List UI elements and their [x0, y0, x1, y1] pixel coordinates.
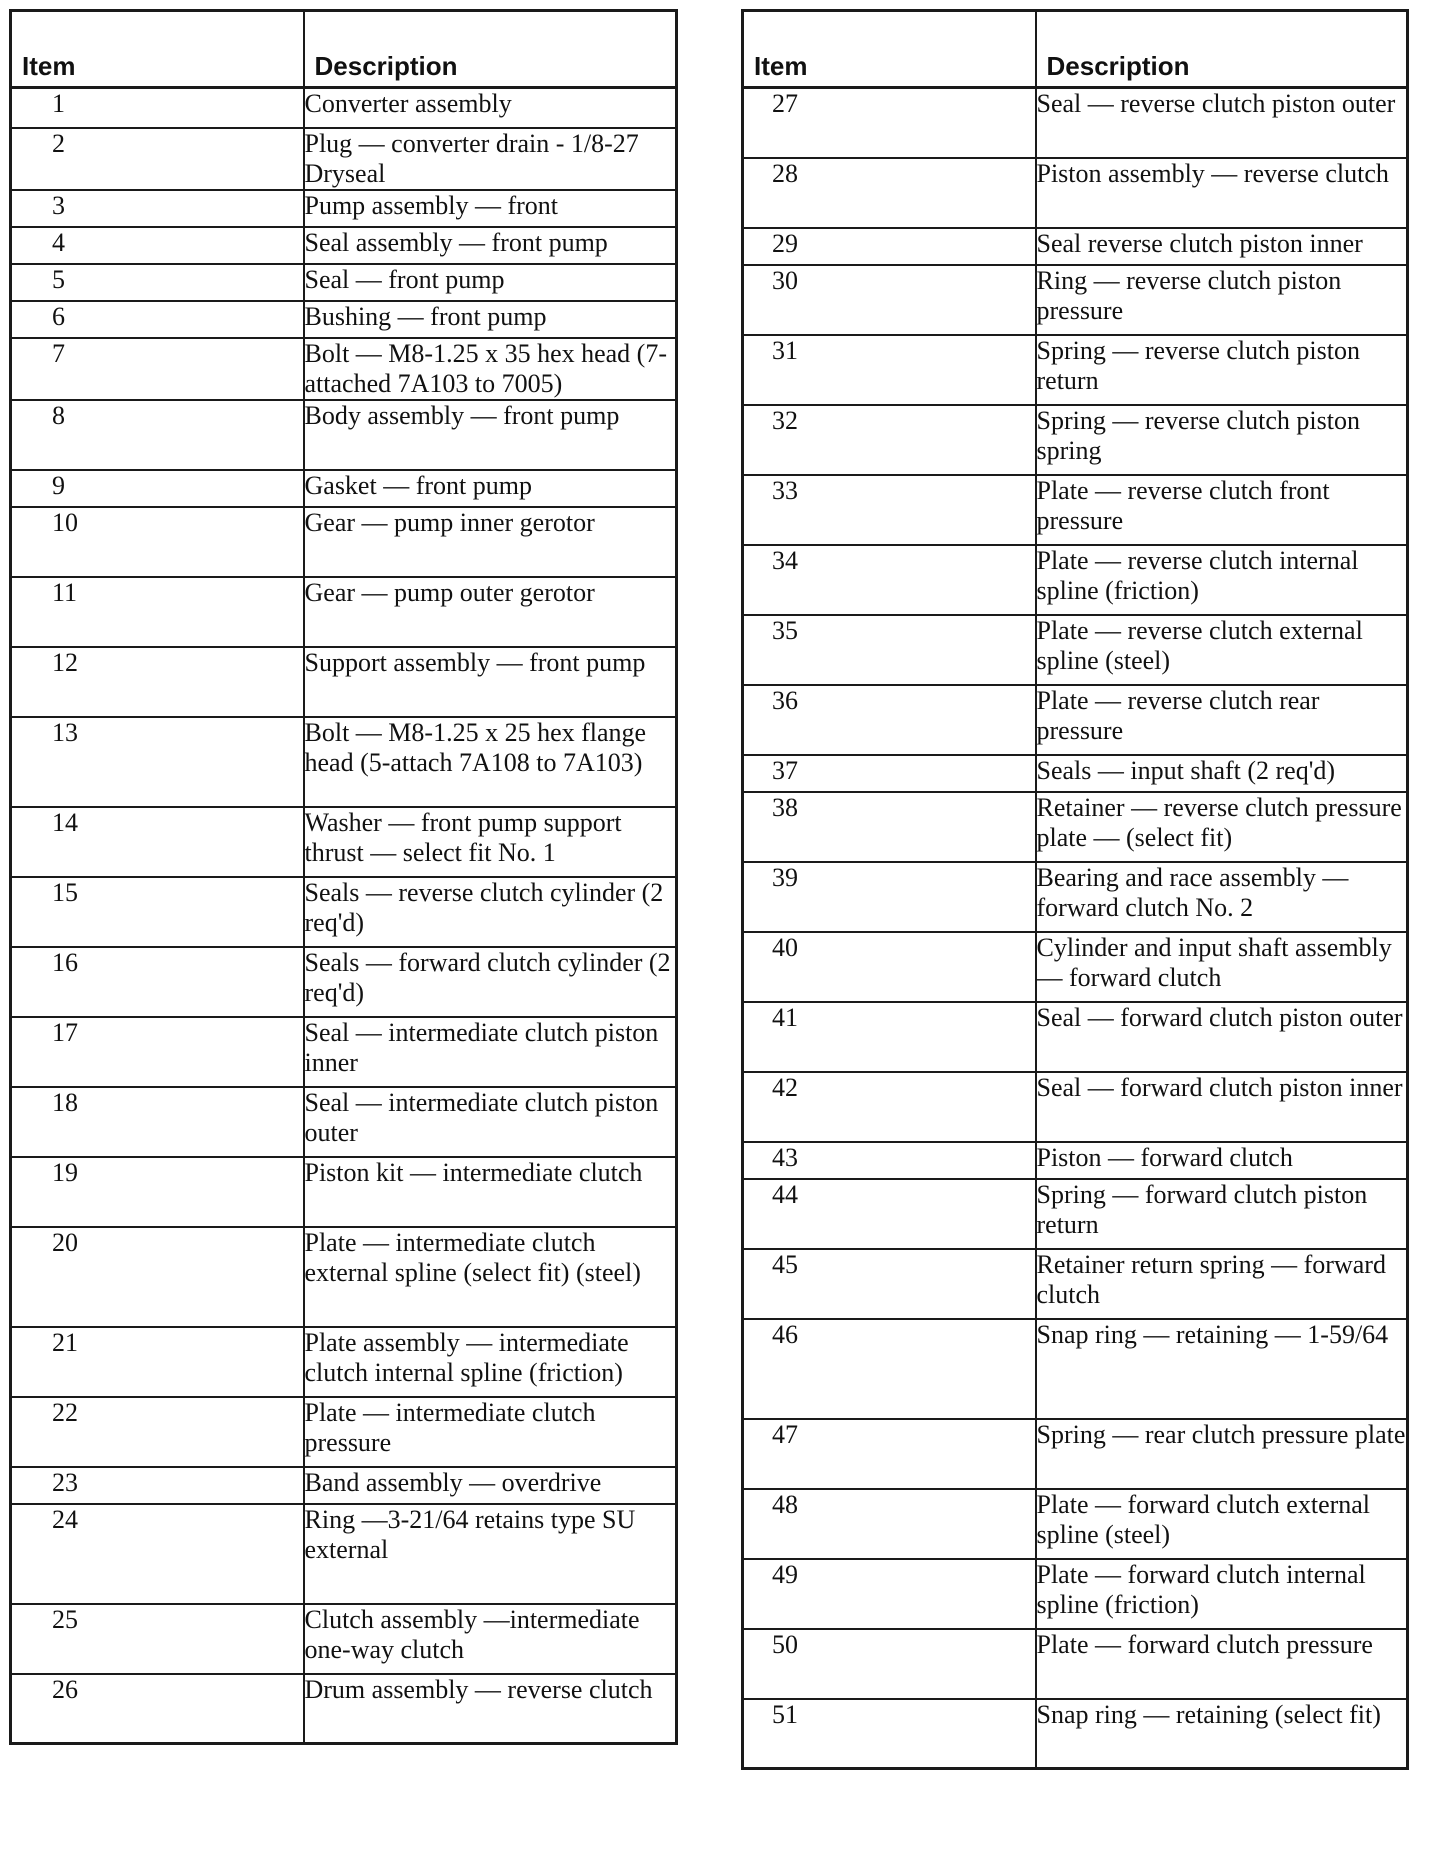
table-row: [743, 1179, 1408, 1249]
item-number: 26: [52, 1674, 78, 1704]
item-cell: [743, 1419, 1036, 1489]
description-cell: Plate — reverse clutch internal spline (friction): [1036, 545, 1408, 615]
item-cell: [743, 1002, 1036, 1072]
description-cell: Band assembly — overdrive: [304, 1467, 677, 1504]
item-cell: [11, 507, 304, 577]
table-row: [743, 1002, 1408, 1072]
description-cell: Gear — pump inner gerotor: [304, 507, 677, 577]
description-cell: Seal reverse clutch piston inner: [1036, 228, 1408, 265]
table-row: [743, 405, 1408, 475]
item-cell: [11, 128, 304, 190]
table-row: [11, 1087, 677, 1157]
item-cell: [11, 227, 304, 264]
item-number: 5: [52, 264, 65, 294]
item-cell: [11, 1504, 304, 1604]
item-cell: [11, 1604, 304, 1674]
description-cell: Gasket — front pump: [304, 470, 677, 507]
item-cell: [11, 88, 304, 128]
description-cell: Washer — front pump support thrust — select fit No. 1: [304, 807, 677, 877]
description-cell: Seal — intermediate clutch piston outer: [304, 1087, 677, 1157]
description-cell: Spring — reverse clutch piston return: [1036, 335, 1408, 405]
description-cell: Cylinder and input shaft assembly — forward clutch: [1036, 932, 1408, 1002]
table-row: [743, 615, 1408, 685]
header-row: [11, 11, 677, 88]
table-row: [11, 947, 677, 1017]
table-row: [11, 338, 677, 400]
item-number: 7: [52, 338, 65, 368]
description-cell: Plate — intermediate clutch external spline (select fit) (steel): [304, 1227, 677, 1327]
item-number: 23: [52, 1467, 78, 1497]
item-number: 25: [52, 1604, 78, 1634]
item-cell: [11, 647, 304, 717]
item-cell: [743, 545, 1036, 615]
description-cell: Spring — forward clutch piston return: [1036, 1179, 1408, 1249]
item-cell: [743, 1629, 1036, 1699]
header-row: [743, 11, 1408, 88]
table-row: [11, 1467, 677, 1504]
description-cell: Drum assembly — reverse clutch: [304, 1674, 677, 1744]
description-cell: Snap ring — retaining (select fit): [1036, 1699, 1408, 1769]
item-number: 4: [52, 227, 65, 257]
item-number: 48: [772, 1489, 798, 1519]
table-row: [11, 128, 677, 190]
item-cell: [11, 301, 304, 338]
item-number: 6: [52, 301, 65, 331]
table-row: [11, 470, 677, 507]
item-number: 14: [52, 807, 78, 837]
item-cell: [743, 475, 1036, 545]
table-row: [743, 1072, 1408, 1142]
description-cell: Piston kit — intermediate clutch: [304, 1157, 677, 1227]
description-cell: Snap ring — retaining — 1-59/64: [1036, 1319, 1408, 1419]
description-cell: Seals — forward clutch cylinder (2 req'd): [304, 947, 677, 1017]
item-number: 50: [772, 1629, 798, 1659]
description-cell: Piston — forward clutch: [1036, 1142, 1408, 1179]
table-row: [11, 647, 677, 717]
item-number: 18: [52, 1087, 78, 1117]
table-row: [11, 1157, 677, 1227]
table-row: [743, 1419, 1408, 1489]
item-cell: [743, 1559, 1036, 1629]
item-cell: [743, 1489, 1036, 1559]
item-number: 46: [772, 1319, 798, 1349]
parts-table-right: [741, 9, 1409, 1770]
table-row: [743, 1142, 1408, 1179]
item-cell: [743, 335, 1036, 405]
table-row: [743, 1489, 1408, 1559]
table-row: [743, 335, 1408, 405]
table-row: [11, 1397, 677, 1467]
item-cell: [11, 947, 304, 1017]
item-cell: [743, 158, 1036, 228]
description-cell: Plate — reverse clutch external spline (steel): [1036, 615, 1408, 685]
item-number: 30: [772, 265, 798, 295]
table-row: [11, 1604, 677, 1674]
item-number: 37: [772, 755, 798, 785]
item-number: 39: [772, 862, 798, 892]
item-cell: [743, 792, 1036, 862]
item-cell: [11, 1397, 304, 1467]
description-cell: Bearing and race assembly — forward clutch No. 2: [1036, 862, 1408, 932]
table-row: [11, 264, 677, 301]
description-cell: Plate — reverse clutch front pressure: [1036, 475, 1408, 545]
description-cell: Retainer — reverse clutch pressure plate — (select fit): [1036, 792, 1408, 862]
description-cell: Body assembly — front pump: [304, 400, 677, 470]
item-cell: [11, 1327, 304, 1397]
item-number: 28: [772, 158, 798, 188]
item-cell: [743, 1699, 1036, 1769]
item-cell: [11, 1157, 304, 1227]
header-description: Description: [1036, 11, 1408, 88]
item-number: 42: [772, 1072, 798, 1102]
item-cell: [743, 1072, 1036, 1142]
table-row: [11, 301, 677, 338]
item-number: 2: [52, 128, 65, 158]
item-number: 49: [772, 1559, 798, 1589]
table-row: [743, 685, 1408, 755]
item-number: 38: [772, 792, 798, 822]
table-row: [11, 717, 677, 807]
item-number: 12: [52, 647, 78, 677]
item-cell: [11, 1017, 304, 1087]
item-number: 32: [772, 405, 798, 435]
item-number: 44: [772, 1179, 798, 1209]
description-cell: Seal — forward clutch piston outer: [1036, 1002, 1408, 1072]
item-number: 21: [52, 1327, 78, 1357]
table-row: [743, 88, 1408, 158]
item-number: 41: [772, 1002, 798, 1032]
header-item: Item: [11, 11, 304, 88]
description-cell: Support assembly — front pump: [304, 647, 677, 717]
description-cell: Plate — forward clutch internal spline (friction): [1036, 1559, 1408, 1629]
table-row: [743, 265, 1408, 335]
description-cell: Seal — reverse clutch piston outer: [1036, 88, 1408, 158]
table-row: [11, 507, 677, 577]
description-cell: Plate — reverse clutch rear pressure: [1036, 685, 1408, 755]
item-cell: [743, 862, 1036, 932]
description-cell: Piston assembly — reverse clutch: [1036, 158, 1408, 228]
table-row: [11, 88, 677, 128]
table-row: [743, 475, 1408, 545]
item-number: 36: [772, 685, 798, 715]
table-row: [743, 228, 1408, 265]
header-item: Item: [743, 11, 1036, 88]
item-cell: [743, 615, 1036, 685]
description-cell: Clutch assembly —intermediate one-way clutch: [304, 1604, 677, 1674]
description-cell: Bushing — front pump: [304, 301, 677, 338]
description-cell: Seals — reverse clutch cylinder (2 req'd): [304, 877, 677, 947]
header-description: Description: [304, 11, 677, 88]
description-cell: Seal — forward clutch piston inner: [1036, 1072, 1408, 1142]
item-number: 33: [772, 475, 798, 505]
item-number: 19: [52, 1157, 78, 1187]
item-number: 35: [772, 615, 798, 645]
description-cell: Spring — reverse clutch piston spring: [1036, 405, 1408, 475]
item-cell: [743, 1179, 1036, 1249]
description-cell: Plate — forward clutch pressure: [1036, 1629, 1408, 1699]
item-cell: [11, 400, 304, 470]
item-cell: [743, 685, 1036, 755]
description-cell: Seal assembly — front pump: [304, 227, 677, 264]
item-cell: [743, 265, 1036, 335]
description-cell: Spring — rear clutch pressure plate: [1036, 1419, 1408, 1489]
item-cell: [743, 932, 1036, 1002]
item-cell: [11, 1467, 304, 1504]
table-row: [743, 1249, 1408, 1319]
table-row: [743, 932, 1408, 1002]
description-cell: Converter assembly: [304, 88, 677, 128]
description-cell: Plate — intermediate clutch pressure: [304, 1397, 677, 1467]
item-cell: [743, 1249, 1036, 1319]
item-cell: [743, 405, 1036, 475]
description-cell: Plug — converter drain - 1/8-27 Dryseal: [304, 128, 677, 190]
item-number: 24: [52, 1504, 78, 1534]
item-number: 20: [52, 1227, 78, 1257]
item-cell: [11, 264, 304, 301]
description-cell: Gear — pump outer gerotor: [304, 577, 677, 647]
item-number: 27: [772, 89, 798, 118]
item-cell: [11, 1227, 304, 1327]
description-cell: Retainer return spring — forward clutch: [1036, 1249, 1408, 1319]
description-cell: Bolt — M8-1.25 x 25 hex flange head (5-attach 7A108 to 7A103): [304, 717, 677, 807]
item-number: 8: [52, 400, 65, 430]
item-number: 29: [772, 228, 798, 258]
item-cell: [11, 1087, 304, 1157]
item-number: 40: [772, 932, 798, 962]
item-number: 9: [52, 470, 65, 500]
parts-table-left: [9, 9, 678, 1745]
table-row: [743, 545, 1408, 615]
item-cell: [11, 470, 304, 507]
table-row: [11, 400, 677, 470]
table-row: [743, 755, 1408, 792]
table-row: [11, 877, 677, 947]
item-number: 15: [52, 877, 78, 907]
table-row: [11, 227, 677, 264]
table-row: [743, 1559, 1408, 1629]
item-number: 13: [52, 717, 78, 747]
table-row: [11, 1017, 677, 1087]
table-row: [743, 158, 1408, 228]
description-cell: Plate — forward clutch external spline (steel): [1036, 1489, 1408, 1559]
item-number: 47: [772, 1419, 798, 1449]
table-row: [743, 792, 1408, 862]
description-cell: Pump assembly — front: [304, 190, 677, 227]
table-row: [743, 1319, 1408, 1419]
item-cell: [11, 877, 304, 947]
table-row: [11, 1227, 677, 1327]
table-row: [11, 190, 677, 227]
item-number: 10: [52, 507, 78, 537]
item-cell: [743, 1319, 1036, 1419]
description-cell: Bolt — M8-1.25 x 35 hex head (7-attached 7A103 to 7005): [304, 338, 677, 400]
table-row: [11, 577, 677, 647]
description-cell: Plate assembly — intermediate clutch internal spline (friction): [304, 1327, 677, 1397]
item-number: 11: [52, 577, 78, 607]
item-number: 34: [772, 545, 798, 575]
item-number: 16: [52, 947, 78, 977]
table-row: [11, 1674, 677, 1744]
item-cell: [743, 755, 1036, 792]
item-number: 43: [772, 1142, 798, 1172]
table-row: [743, 1629, 1408, 1699]
table-row: [743, 1699, 1408, 1769]
item-cell: [11, 807, 304, 877]
item-cell: [11, 338, 304, 400]
item-number: 3: [52, 190, 65, 220]
table-row: [743, 862, 1408, 932]
item-number: 17: [52, 1017, 78, 1047]
item-cell: [743, 88, 1036, 158]
description-cell: Seal — front pump: [304, 264, 677, 301]
item-number: 31: [772, 335, 798, 365]
table-row: [11, 1327, 677, 1397]
item-number: 1: [52, 89, 65, 118]
description-cell: Seal — intermediate clutch piston inner: [304, 1017, 677, 1087]
table-row: [11, 1504, 677, 1604]
description-cell: Ring —3-21/64 retains type SU external: [304, 1504, 677, 1604]
item-cell: [11, 577, 304, 647]
item-number: 45: [772, 1249, 798, 1279]
item-cell: [11, 717, 304, 807]
item-number: 22: [52, 1397, 78, 1427]
description-cell: Seals — input shaft (2 req'd): [1036, 755, 1408, 792]
item-cell: [11, 190, 304, 227]
table-row: [11, 807, 677, 877]
item-cell: [743, 1142, 1036, 1179]
item-cell: [743, 228, 1036, 265]
item-cell: [11, 1674, 304, 1744]
item-number: 51: [772, 1699, 798, 1729]
description-cell: Ring — reverse clutch piston pressure: [1036, 265, 1408, 335]
